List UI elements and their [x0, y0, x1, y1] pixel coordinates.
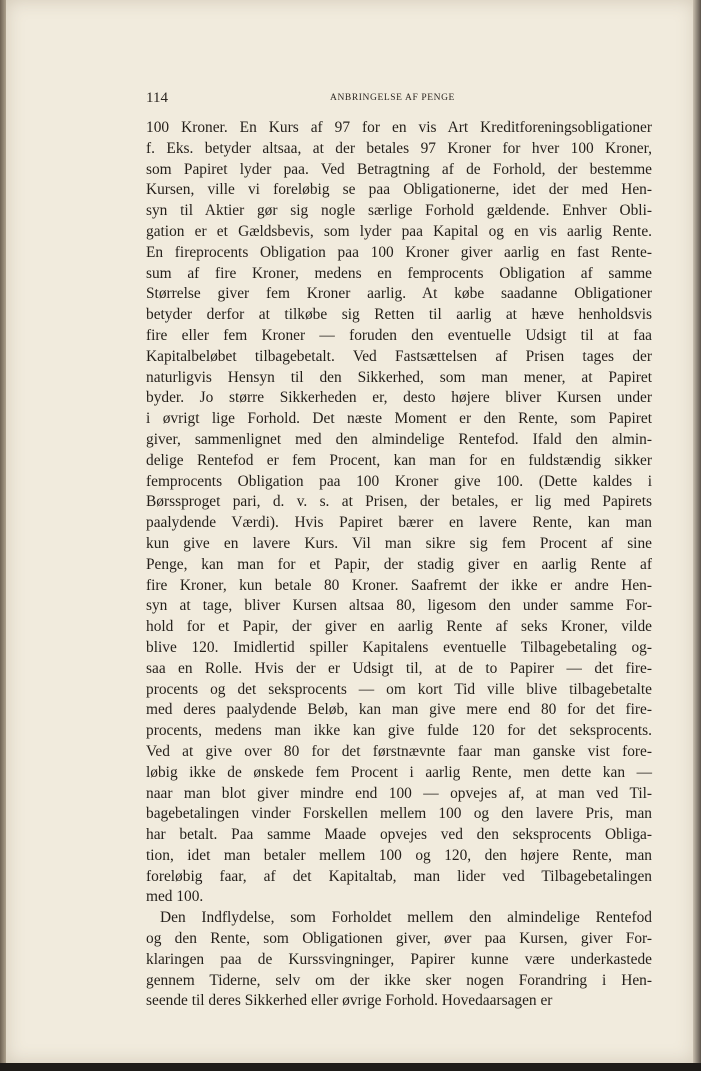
text-line: En fireprocents Obligation paa 100 Kroner giver aarlig en fast Rente- — [146, 243, 652, 261]
page-bottom-edge — [0, 1063, 701, 1071]
text-line: blive 120. Imidlertid spiller Kapitalens eventuelle Tilbagebetaling og- — [146, 638, 652, 656]
page-header — [146, 90, 652, 110]
running-head: ANBRINGELSE AF PENGE — [330, 93, 455, 103]
text-line: Børssproget pari, d. v. s. at Prisen, der betales, er lig med Papirets — [146, 493, 652, 511]
text-line: med 100. — [146, 888, 204, 906]
page-number: 114 — [146, 90, 168, 106]
text-line: tion, idet man betaler mellem 100 og 120, den højere Rente, man — [146, 846, 652, 864]
text-line: Den Indflydelse, som Forholdet mellem den almindelige Rentefod — [160, 909, 652, 927]
text-line: Kursen, ville vi foreløbig se paa Obligationerne, idet der med Hen- — [146, 181, 652, 199]
page-right-edge — [693, 0, 701, 1071]
text-line: gation er et Gældsbevis, som lyder paa Kapital og en vis aarlig Rente. — [146, 222, 652, 240]
text-line: byder. Jo større Sikkerheden er, desto højere bliver Kursen under — [146, 389, 652, 407]
text-line: f. Eks. betyder altsaa, at der betales 97 Kroner for hver 100 Kroner, — [146, 139, 652, 157]
text-line: betyder derfor at tilkøbe sig Retten til aarlig at hæve henholdsvis — [146, 306, 652, 324]
text-line: med deres paalydende Beløb, kan man give mere end 80 for det fire- — [146, 701, 652, 719]
text-line: Ved at give over 80 for det førstnævnte faar man ganske vist fore- — [146, 742, 652, 760]
text-line: femprocents Obligation paa 100 Kroner give 100. (Dette kaldes i — [146, 472, 652, 490]
text-line: har betalt. Paa samme Maade opvejes ved den seksprocents Obliga- — [146, 826, 652, 844]
text-line: saa en Rolle. Hvis der er Udsigt til, at de to Papirer — det fire- — [146, 659, 652, 677]
text-line: delige Rentefod er fem Procent, kan man for en fuldstændig sikker — [146, 451, 652, 469]
body-text — [146, 118, 652, 1012]
text-line: naturligvis Hensyn til den Sikkerhed, som man mener, at Papiret — [146, 368, 652, 386]
text-line: kun give en lavere Kurs. Vil man sikre sig fem Procent af sine — [146, 534, 652, 552]
text-line: løbig ikke de ønskede fem Procent i aarlig Rente, men dette kan — — [146, 763, 652, 781]
text-line: Penge, kan man for et Papir, der stadig giver en aarlig Rente af — [146, 555, 652, 573]
text-line: giver, sammenlignet med den almindelige Rentefod. Ifald den almin- — [146, 430, 652, 448]
text-line: naar man blot giver mindre end 100 — opvejes af, at man ved Til- — [146, 784, 652, 802]
text-line: og den Rente, som Obligationen giver, øver paa Kursen, giver For- — [146, 930, 652, 948]
text-line: sum af fire Kroner, medens en femprocents Obligation af samme — [146, 264, 652, 282]
text-line: bagebetalingen vinder Forskellen mellem 100 og den lavere Pris, man — [146, 805, 652, 823]
text-line: paalydende Værdi). Hvis Papiret bærer en lavere Rente, kan man — [146, 514, 652, 532]
text-line: procents, medens man ikke kan give fulde 120 for det seksprocents. — [146, 722, 652, 740]
text-line: Kapitalbeløbet tilbagebetalt. Ved Fastsættelsen af Prisen tages der — [146, 347, 652, 365]
text-line: fire Kroner, kun betale 80 Kroner. Saafremt der ikke er andre Hen- — [146, 576, 652, 594]
text-line: Størrelse giver fem Kroner aarlig. At købe saadanne Obligationer — [146, 285, 652, 303]
text-line: fire eller fem Kroner — foruden den eventuelle Udsigt til at faa — [146, 326, 652, 344]
text-line: i øvrigt lige Forhold. Det næste Moment er den Rente, som Papiret — [146, 410, 652, 428]
text-line: hold for et Papir, der giver en aarlig Rente af seks Kroner, vilde — [146, 618, 652, 636]
text-line: klaringen paa de Kurssvingninger, Papirer kunne være underkastede — [146, 950, 652, 968]
text-line: gennem Tiderne, selv om der ikke sker nogen Forandring i Hen- — [146, 971, 652, 989]
text-line: seende til deres Sikkerhed eller øvrige Forhold. Hovedaarsagen er — [146, 992, 553, 1010]
text-line: 100 Kroner. En Kurs af 97 for en vis Art Kreditforeningsobligationer — [146, 119, 652, 136]
text-line: syn til Aktier gør sig nogle særlige Forhold gældende. Enhver Obli- — [146, 202, 652, 220]
text-line: foreløbig faar, af det Kapitaltab, man lider ved Tilbagebetalingen — [146, 867, 652, 885]
text-line: syn at tage, bliver Kursen altsaa 80, ligesom den under samme For- — [146, 597, 652, 615]
text-line: som Papiret lyder paa. Ved Betragtning af de Forhold, der bestemme — [146, 160, 652, 178]
text-line: procents og det seksprocents — om kort Tid ville blive tilbagebetalte — [146, 680, 652, 698]
